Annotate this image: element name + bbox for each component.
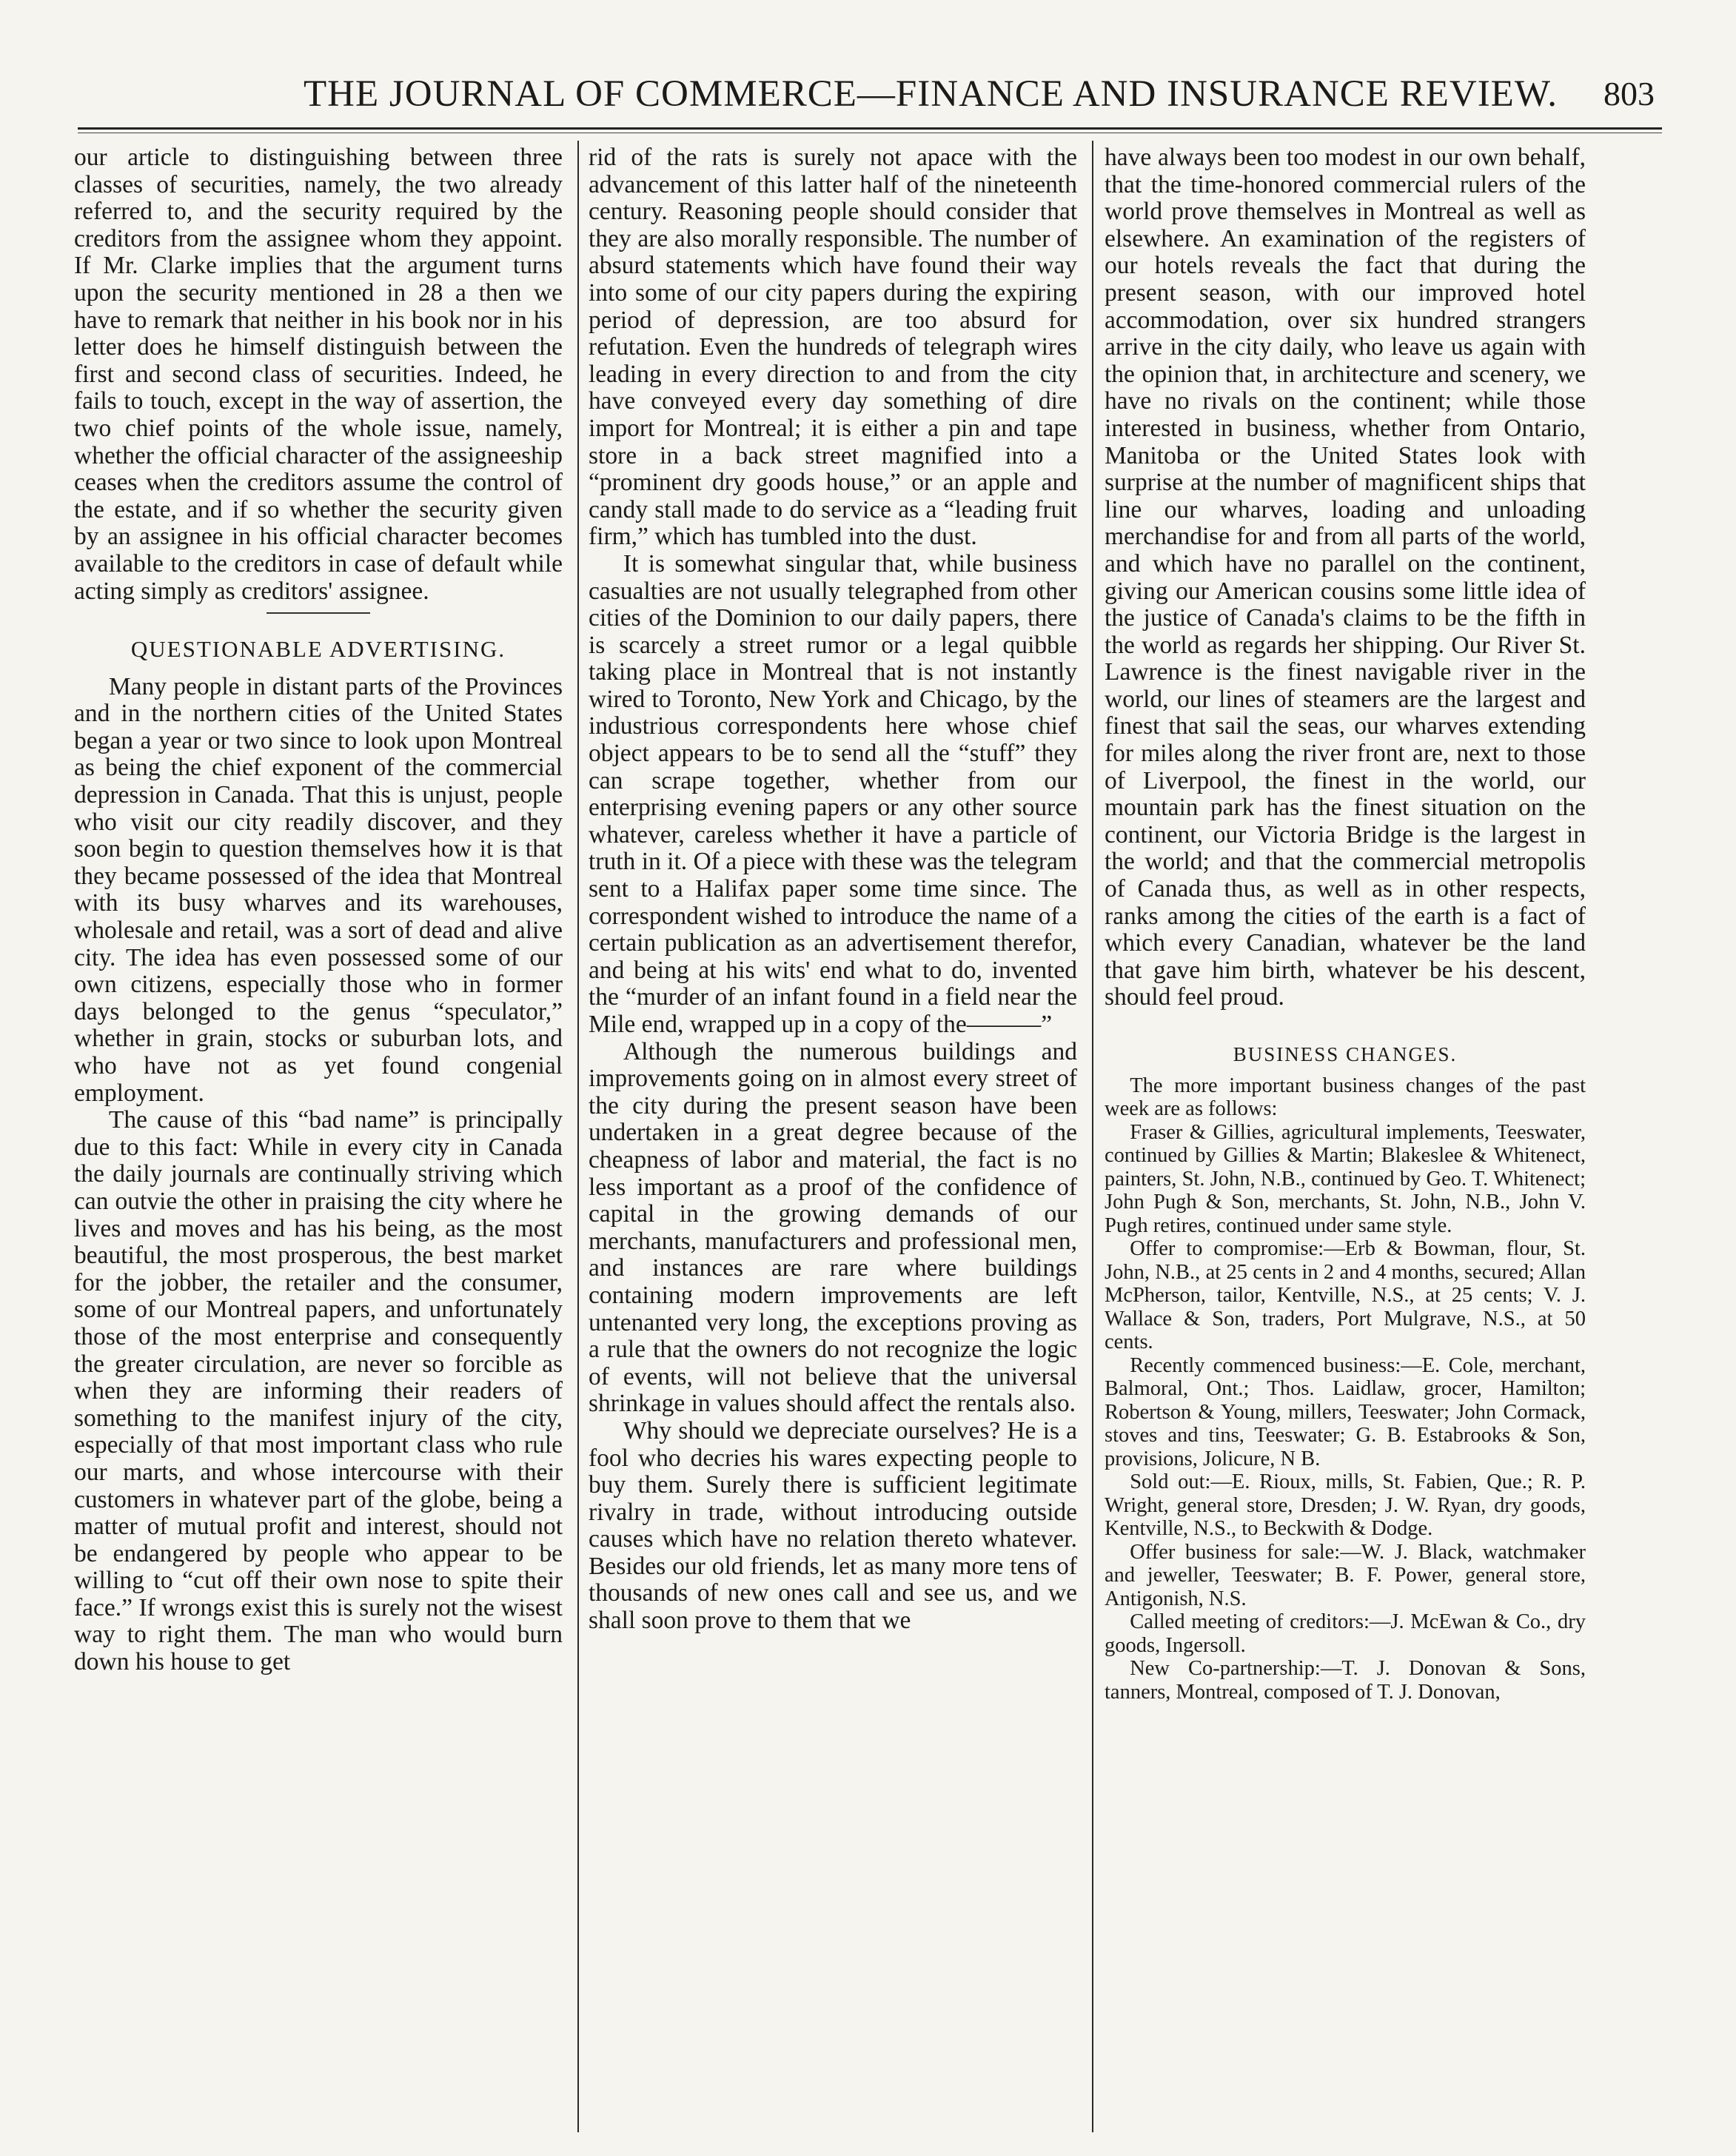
- paragraph: Although the numerous buildings and improvements going on in almost every street of the city during the present season have been undertaken in a great degree because of the cheapness of labor and material, the fact is no less important as a proof of the confidence of capital in the growing demands of our merchants, manufacturers and professional men, and instances are rare where buildings containing modern improvements are left untenanted very long, the exceptions proving as a rule that the owners do not recognize the logic of events, will not believe that the universal shrinkage in values should affect the rentals also.: [589, 1037, 1077, 1418]
- paragraph: Why should we depreciate ourselves? He is a fool who decries his wares expecting people to buy them. Surely there is sufficient legitimate rivalry in trade, without introducing outside causes which have no relation thereto whatever. Besides our old friends, let as many more tens of thousands of new ones call and see us, and we shall soon prove to them that we: [589, 1416, 1077, 1635]
- column-1: [74, 144, 563, 1676]
- column-2: [589, 144, 1077, 1635]
- list-item: Recently commenced business:—E. Cole, merchant, Balmoral, Ont.; Thos. Laidlaw, grocer, Hamilton; Robertson & Young, millers, Teeswater; John Cormack, stoves and tins, Teeswater; G. B. Estabrooks & Son, provisions, Jolicure, N B.: [1105, 1353, 1586, 1470]
- column-rule: [1092, 141, 1093, 2132]
- list-item: Sold out:—E. Rioux, mills, St. Fabien, Que.; R. P. Wright, general store, Dresden; J. W. Ryan, dry goods, Kentville, N.S., to Beckwith & Dodge.: [1105, 1470, 1586, 1541]
- page-number: 803: [1603, 75, 1655, 113]
- section-divider: [267, 612, 370, 614]
- list-item: Called meeting of creditors:—J. McEwan & Co., dry goods, Ingersoll.: [1105, 1610, 1586, 1657]
- section-heading: BUSINESS CHANGES.: [1233, 1043, 1458, 1065]
- list-item: The more important business changes of the past week are as follows:: [1105, 1074, 1586, 1121]
- column-rule: [577, 141, 579, 2132]
- business-changes-list: [1105, 1074, 1586, 1704]
- paragraph: rid of the rats is surely not apace with the advancement of this latter half of the nineteenth century. Reasoning people should consider that they are also morally responsible. The number of absurd statements which have found their way into some of our city papers during the expiring period of depression, are too absurd for refutation. Even the hundreds of telegraph wires leading in every direction to and from the city have conveyed every day something of dire import for Montreal; it is either a pin and tape store in a back street magnified into a “prominent dry goods house,” or an apple and candy stall made to do service as a “leading fruit firm,” which has tumbled into the dust.: [589, 144, 1077, 551]
- list-item: Offer business for sale:—W. J. Black, watchmaker and jeweller, Teeswater; B. F. Power, general store, Antigonish, N.S.: [1105, 1540, 1586, 1610]
- paragraph: our article to distinguishing between three classes of securities, namely, the two already referred to, and the security required by the creditors from the assignee whom they appoint. If Mr. Clarke implies that the argument turns upon the security mentioned in 28 a then we have to remark that neither in his book nor in his letter does he himself distinguish between the first and second class of securities. Indeed, he fails to touch, except in the way of assertion, the two chief points of the whole issue, namely, whether the official character of the assigneeship ceases when the creditors assume the control of the estate, and if so whether the security given by an assignee in his official character becomes available to the creditors in case of default while acting simply as creditors' assignee.: [74, 144, 563, 605]
- running-title: THE JOURNAL OF COMMERCE—FINANCE AND INSURANCE REVIEW.: [304, 73, 1558, 115]
- paragraph: have always been too modest in our own behalf, that the time-honored commercial rulers of the world prove themselves in Montreal as well as elsewhere. An examination of the registers of our hotels reveals the fact that during the present season, with our improved hotel accommodation, over six hundred strangers arrive in the city daily, who leave us again with the opinion that, in architecture and scenery, we have no rivals on the continent; while those interested in business, whether from Ontario, Manitoba or the United States look with surprise at the number of magnificent ships that line our wharves, loading and unloading merchandise for and from all parts of the world, and which have no parallel on the continent, giving our American cousins some little idea of the justice of Canada's claims to be the fifth in the world as regards her shipping. Our River St. Lawrence is the finest navigable river in the world, our lines of steamers are the largest and finest that sail the seas, our wharves extending for miles along the river front are, next to those of Liverpool, the finest in the world, our mountain park has the finest situation on the continent, our Victoria Bridge is the largest in the world; and that the commercial metropolis of Canada thus, as well as in other respects, ranks among the cities of the earth is a fact of which every Canadian, whatever be the land that gave him birth, whatever be his descent, should feel proud.: [1105, 144, 1586, 1011]
- paragraph: The cause of this “bad name” is principally due to this fact: While in every city in Canada the daily journals are continually striving which can outvie the other in praising the city where he lives and moves and has his being, as the most beautiful, the most prosperous, the best market for the jobber, the retailer and the consumer, some of our Montreal papers, and unfortunately those of the most enterprise and consequently the greater circulation, are never so forcible as when they are informing their readers of something to the manifest injury of the city, especially of that most important class who rule our marts, and whose intercourse with their customers in whatever part of the globe, being a matter of mutual profit and interest, should not be endangered by people who appear to be willing to “cut off their own nose to spite their face.” If wrongs exist this is surely not the wisest way to right them. The man who would burn down his house to get: [74, 1106, 563, 1676]
- section-heading: QUESTIONABLE ADVERTISING.: [130, 636, 506, 663]
- page-header: [74, 73, 1655, 124]
- column-3: [1105, 144, 1586, 1704]
- paragraph: It is somewhat singular that, while business casualties are not usually telegraphed from other cities of the Dominion to our daily papers, there is scarcely a street rumor or a legal quibble taking place in Montreal that is not instantly wired to Toronto, New York and Chicago, by the industrious correspondents here whose chief object appears to be to send all the “stuff” they can scrape together, whether from our enterprising evening papers or any other source whatever, careless whether it have a particle of truth in it. Of a piece with these was the telegram sent to a Halifax paper some time since. The correspondent wished to introduce the name of a certain publication as an advertisement therefor, and being at his wits' end what to do, invented the “murder of an infant found in a field near the Mile end, wrapped up in a copy of the———”: [589, 549, 1077, 1038]
- paragraph: Many people in distant parts of the Provinces and in the northern cities of the United States began a year or two since to look upon Montreal as being the chief exponent of the commercial depression in Canada. That this is unjust, people who visit our city readily discover, and they soon begin to question themselves how it is that they became possessed of the idea that Montreal with its busy wharves and its warehouses, wholesale and retail, was a sort of dead and alive city. The idea has even possessed some of our own citizens, especially those who in former days belonged to the genus “speculator,” whether in grain, stocks or suburban lots, and who have not as yet found congenial employment.: [74, 672, 563, 1107]
- list-item: New Co-partnership:—T. J. Donovan & Sons, tanners, Montreal, composed of T. J. Donovan,: [1105, 1657, 1586, 1704]
- list-item: Fraser & Gillies, agricultural implements, Teeswater, continued by Gillies & Martin; Blakeslee & Whitenect, painters, St. John, N.B., continued by Geo. T. Whitenect; John Pugh & Son, merchants, St. John, N.B., John V. Pugh retires, continued under same style.: [1105, 1120, 1586, 1237]
- list-item: Offer to compromise:—Erb & Bowman, flour, St. John, N.B., at 25 cents in 2 and 4 months, secured; Allan McPherson, tailor, Kentville, N.S., at 25 cents; V. J. Wallace & Son, traders, Port Mulgrave, N.S., at 50 cents.: [1105, 1237, 1586, 1354]
- header-rule: [78, 127, 1662, 133]
